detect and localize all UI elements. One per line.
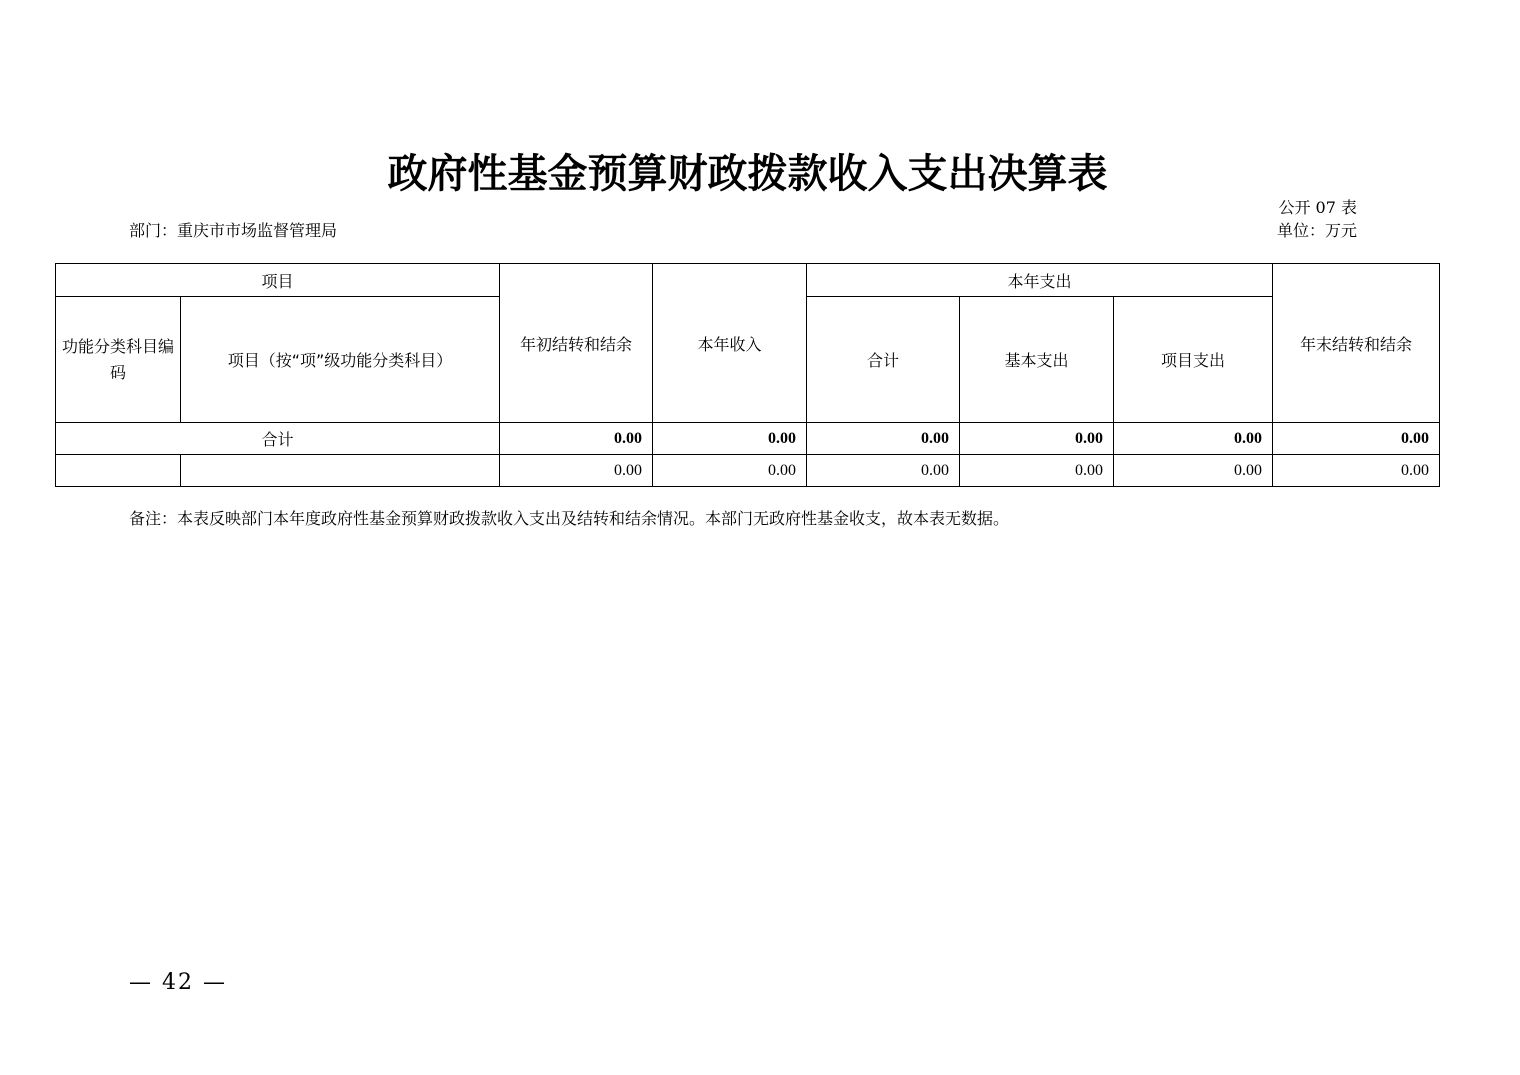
total-project-exp: 0.00	[1114, 423, 1273, 455]
page-title: 政府性基金预算财政拨款收入支出决算表	[387, 151, 1108, 197]
total-label: 合计	[56, 423, 500, 455]
row-item	[181, 455, 500, 487]
total-income: 0.00	[653, 423, 807, 455]
row-basic: 0.00	[960, 455, 1114, 487]
header-expense-group: 本年支出	[807, 264, 1273, 297]
total-begin-balance: 0.00	[500, 423, 653, 455]
header-project-exp: 项目支出	[1114, 297, 1273, 423]
page-number: — 42 —	[129, 970, 227, 995]
total-basic: 0.00	[960, 423, 1114, 455]
total-row	[56, 423, 1440, 455]
row-exp-total: 0.00	[807, 455, 960, 487]
row-begin-balance: 0.00	[500, 455, 653, 487]
header-code: 功能分类科目编码	[56, 297, 181, 423]
row-project-exp: 0.00	[1114, 455, 1273, 487]
footnote: 备注：本表反映部门本年度政府性基金预算财政拨款收入支出及结转和结余情况。本部门无政府性基金收支，故本表无数据。	[129, 509, 1010, 528]
form-number: 公开 07 表	[1278, 198, 1357, 217]
row-code	[56, 455, 181, 487]
department-label: 部门：重庆市市场监督管理局	[129, 221, 338, 240]
unit-label: 单位：万元	[1276, 221, 1357, 240]
header-basic: 基本支出	[960, 297, 1114, 423]
total-exp-total: 0.00	[807, 423, 960, 455]
header-exp-total: 合计	[807, 297, 960, 423]
header-project: 项目	[56, 264, 500, 297]
header-end-balance: 年末结转和结余	[1273, 264, 1440, 423]
table-row	[56, 455, 1440, 487]
header-item: 项目（按“项”级功能分类科目）	[181, 297, 500, 423]
row-end-balance: 0.00	[1273, 455, 1440, 487]
budget-table	[55, 263, 1440, 487]
row-income: 0.00	[653, 455, 807, 487]
header-income: 本年收入	[653, 264, 807, 423]
total-end-balance: 0.00	[1273, 423, 1440, 455]
header-begin-balance: 年初结转和结余	[500, 264, 653, 423]
